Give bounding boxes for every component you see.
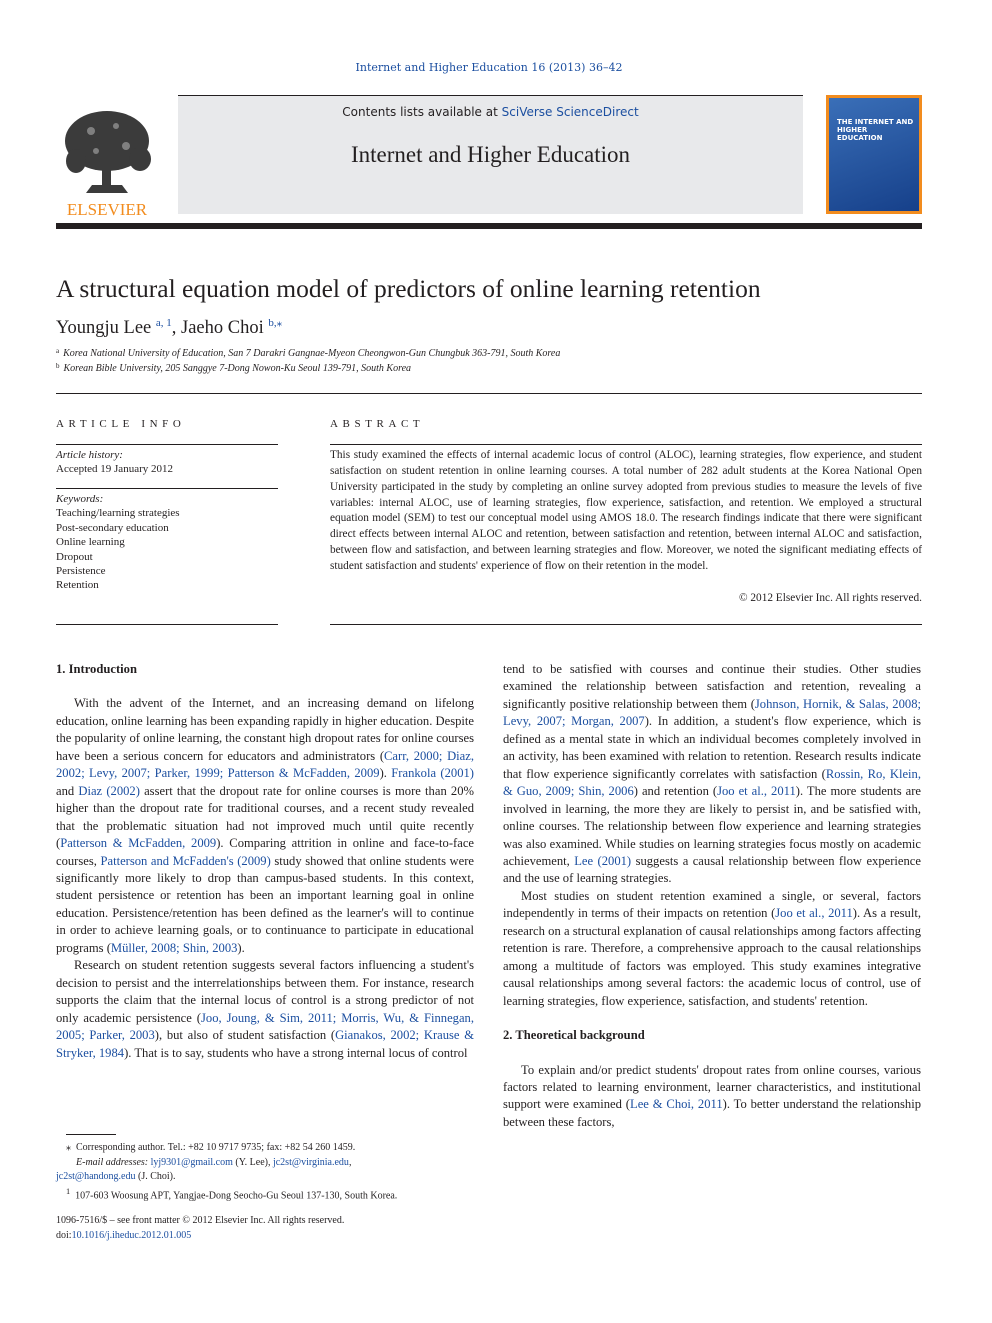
text-run: ). As a result, research on a structural explanation of causal relationships among factors affecting retention is rare. Therefore, a comprehensive approach to the causal relationships among a multitude of factors was employed. This study examines integrative causal relationships among several factors: the academic locus of control, use of learning strategies, flow experience, satisfaction, and students' retention. [503, 906, 921, 1008]
contents-line [178, 105, 803, 119]
keyword: Retention [56, 579, 99, 592]
footnote-text: 107-603 Woosung APT, Yangjae-Dong Seocho-Gu Seoul 137-130, South Korea. [75, 1189, 398, 1201]
citation-link[interactable]: Joo et al., 2011 [717, 784, 796, 799]
doi-line [56, 1229, 344, 1244]
email-link[interactable]: jc2st@handong.edu [56, 1171, 136, 1182]
cover-title: THE INTERNET AND HIGHER EDUCATION [837, 118, 914, 142]
citation-link[interactable]: Patterson & McFadden, 2009 [60, 836, 217, 851]
citation-link[interactable]: Gianakos, 2002; Krause & Stryker, 1984 [56, 1028, 475, 1060]
text-run: Most studies on student retention examined a single, or several, factors independently in terms of their impacts on retention ( [503, 888, 921, 921]
text-run: ), but also of student satisfaction ( [154, 1028, 336, 1043]
text-run: suggests a causal relationship between flow experience and the use of learning strategies. [503, 853, 921, 886]
text-run: ). In addition, a student's flow experience, which is defined as a mental state in which an individual becomes completely involved in an activity, has been examined with relation to retention. Research results indicate that flow experience significantly correlates with satisfaction ( [503, 714, 921, 781]
affiliation [56, 347, 560, 359]
email-link[interactable]: jc2st@virginia.edu [272, 1156, 349, 1168]
history-label: Article history: [56, 449, 123, 461]
keywords-block [56, 492, 278, 593]
citation-link[interactable]: Johnson, Hornik, & Salas, 2008; Levy, 2007; Morgan, 2007 [503, 696, 921, 729]
email-note [56, 1156, 474, 1171]
email-note [56, 1170, 474, 1185]
email-owner: (Y. Lee), [232, 1156, 273, 1168]
citation-link[interactable]: Joo, Joung, & Sim, 2011; Morris, Wu, & Finnegan, 2005; Parker, 2003 [56, 1010, 474, 1043]
text-run: With the advent of the Internet, and an increasing demand on lifelong education, online learning has been expanding rapidly in higher education. Despite the popularity of online learning, the constant high dropout rates for online courses have been a serious concern for educators and administrators ( [56, 696, 474, 763]
section-heading-introduction: 1. Introduction [56, 662, 137, 676]
corresponding-author-note [56, 1141, 474, 1156]
citation-link[interactable]: Joo et al., 2011 [775, 906, 853, 921]
author-separator: , [171, 318, 182, 338]
masthead-rule [56, 223, 922, 229]
text-run: ). To better understand the relationship between these factors, [503, 1097, 921, 1129]
journal-cover-thumbnail[interactable] [826, 95, 922, 214]
abstract-heading: ABSTRACT [330, 418, 425, 430]
keyword: Post-secondary education [56, 521, 169, 534]
keyword: Persistence [56, 565, 106, 578]
text-run: ). [379, 766, 392, 781]
affiliation-text: Korean Bible University, 205 Sanggye 7-Dong Nowon-Ku Seoul 139-791, South Korea [63, 363, 412, 374]
citation-link[interactable]: Lee (2001) [574, 853, 632, 868]
author-name: Youngju Lee [56, 318, 152, 338]
citation-link[interactable]: Patterson and McFadden's (2009) [100, 853, 271, 868]
paragraph [503, 1062, 921, 1132]
text-run: ). The more students are involved in learning, the more they are likely to persist in, and be satisfied with, online courses. The relationship between flow experience and learning strategies was also examined. While studies on learning strategies focus mostly on academic achievement, [503, 784, 921, 868]
email-separator: , [348, 1156, 352, 1168]
article-title: A structural equation model of predictors of online learning retention [56, 274, 761, 303]
article-history [56, 448, 278, 477]
body-column-right [503, 661, 921, 1131]
paragraph [56, 957, 474, 1062]
keyword: Teaching/learning strategies [56, 507, 180, 520]
accepted-date: Accepted 19 January 2012 [56, 463, 173, 476]
footnote-mark: 1 [66, 1186, 71, 1196]
affiliation-mark: b [56, 362, 60, 370]
journal-title: Internet and Higher Education [350, 142, 631, 167]
issn-line: 1096-7516/$ – see front matter © 2012 Elsevier Inc. All rights reserved. [56, 1215, 345, 1226]
affiliation-mark: a [56, 347, 60, 355]
text-run: ) and retention ( [633, 784, 718, 799]
corresponding-author-mark: ⁎ [276, 317, 283, 329]
footnotes [56, 1141, 474, 1203]
address-note [56, 1185, 474, 1204]
text-run: To explain and/or predict students' dropout rates from online courses, various factors related to learning environment, learner characteristics, and institutional support were examined ( [503, 1062, 921, 1112]
divider [56, 393, 922, 394]
divider [330, 444, 922, 445]
text-run: and [56, 783, 79, 798]
doi-link[interactable]: 10.1016/j.iheduc.2012.01.005 [71, 1229, 192, 1241]
text-run: Research on student retention suggests several factors influencing a student's decision to persist and the interrelationships between them. For instance, research supports the claim that the internal locus of control is a strong predictor of not only academic persistence ( [56, 958, 474, 1025]
footnote-mark: ⁎ [66, 1142, 71, 1153]
doi-label: doi: [56, 1229, 72, 1241]
paragraph [56, 695, 474, 957]
journal-masthead [56, 95, 922, 230]
text-run: tend to be satisfied with courses and continue their studies. Other studies examined the relationship between satisfaction and retention, revealing a significantly positive relationship between them ( [503, 662, 921, 711]
divider [56, 624, 278, 625]
text-run: ). Comparing attrition in online and face-to-face courses, [56, 836, 474, 868]
author-affiliation-link[interactable] [268, 317, 282, 329]
keyword: Online learning [56, 536, 125, 549]
divider [56, 488, 278, 489]
affiliation-mark: b, [268, 317, 277, 329]
abstract-copyright: © 2012 Elsevier Inc. All rights reserved. [738, 592, 922, 604]
citation-link[interactable]: Müller, 2008; Shin, 2003 [110, 940, 238, 955]
email-link[interactable]: lyj9301@gmail.com [150, 1156, 233, 1168]
text-run: ). [237, 940, 245, 955]
citation-link[interactable]: Rossin, Ro, Klein, & Guo, 2009; Shin, 2006 [503, 766, 921, 799]
paragraph [503, 661, 921, 888]
text-run: ). That is to say, students who have a strong internal locus of control [124, 1045, 468, 1060]
divider [330, 624, 922, 625]
text-run: assert that the dropout rate for online courses is more than 20% higher than the dropout rate for traditional courses, and a recent study revealed that the problematic situation had not improved much until quite recently ( [56, 783, 475, 851]
footnote-rule [66, 1134, 116, 1135]
contents-prefix: Contents lists available at [342, 105, 502, 119]
affiliation [56, 362, 411, 374]
section-heading-theoretical-background: 2. Theoretical background [503, 1028, 645, 1043]
affiliation-text: Korea National University of Education, San 7 Darakri Gangnae-Myeon Cheongwon-Gun Chungbuk 363-791, South Korea [63, 348, 561, 359]
text-run: study showed that online students were significantly more likely to drop than campus-based students. In this context, student persistence or retention has been an important learning goal in online education. Persistence/retention has been defined as the learner's will to continue in order to achieve learning goals, or to continuance to participate in educational programs ( [56, 853, 474, 955]
citation-link[interactable]: Diaz (2002) [78, 783, 140, 798]
divider [56, 444, 278, 445]
elsevier-tree-logo [56, 101, 158, 219]
keyword: Dropout [56, 550, 93, 563]
citation-link[interactable]: Carr, 2000; Diaz, 2002; Levy, 2007; Parker, 1999; Patterson & McFadden, 2009 [56, 748, 474, 781]
author-list [56, 316, 282, 339]
citation-link[interactable]: Lee & Choi, 2011 [630, 1097, 723, 1112]
sciencedirect-link[interactable]: SciVerse ScienceDirect [501, 105, 639, 119]
author-name: Jaeho Choi [181, 318, 264, 338]
citation-link[interactable]: Frankola (2001) [391, 766, 474, 781]
keywords-label: Keywords: [56, 493, 104, 505]
journal-banner [178, 95, 803, 214]
footnote-text: Corresponding author. Tel.: +82 10 9717 9735; fax: +82 54 260 1459. [76, 1142, 356, 1153]
elsevier-wordmark: ELSEVIER [66, 200, 148, 219]
cover-image [829, 98, 919, 211]
issn-block [56, 1214, 344, 1243]
article-info-heading: ARTICLE INFO [56, 418, 186, 430]
abstract-text: This study examined the effects of internal academic locus of control (ALOC), learning strategies, flow experience, and student satisfaction on student retention in online learning courses. A total number of 282 adult students at the Korea National Open University participated in the study by completing an online survey adopted from previous studies to measure the levels of five variables: internal ALOC, use of learning strategies, flow experience, satisfaction, and retention. We employed a structural equation model (SEM) to test our conceptual model using AMOS 18.0. The research findings indicate that there were significant direct effects between internal ALOC and retention, between satisfaction and retention, between internal ALOC and satisfaction, between flow and satisfaction, and between learning strategies and flow. Moreover, we noted the significant mediating effects of student satisfaction and students' experience of flow on their retention in the model. [330, 449, 922, 572]
journal-reference[interactable]: Internet and Higher Education 16 (2013) 36–42 [355, 61, 623, 74]
paragraph [503, 888, 921, 1010]
email-owner: (J. Choi). [135, 1171, 176, 1182]
author-affiliation-link[interactable]: a, 1 [155, 317, 172, 329]
body-column-left [56, 661, 474, 1062]
email-label: E-mail addresses: [76, 1156, 149, 1168]
